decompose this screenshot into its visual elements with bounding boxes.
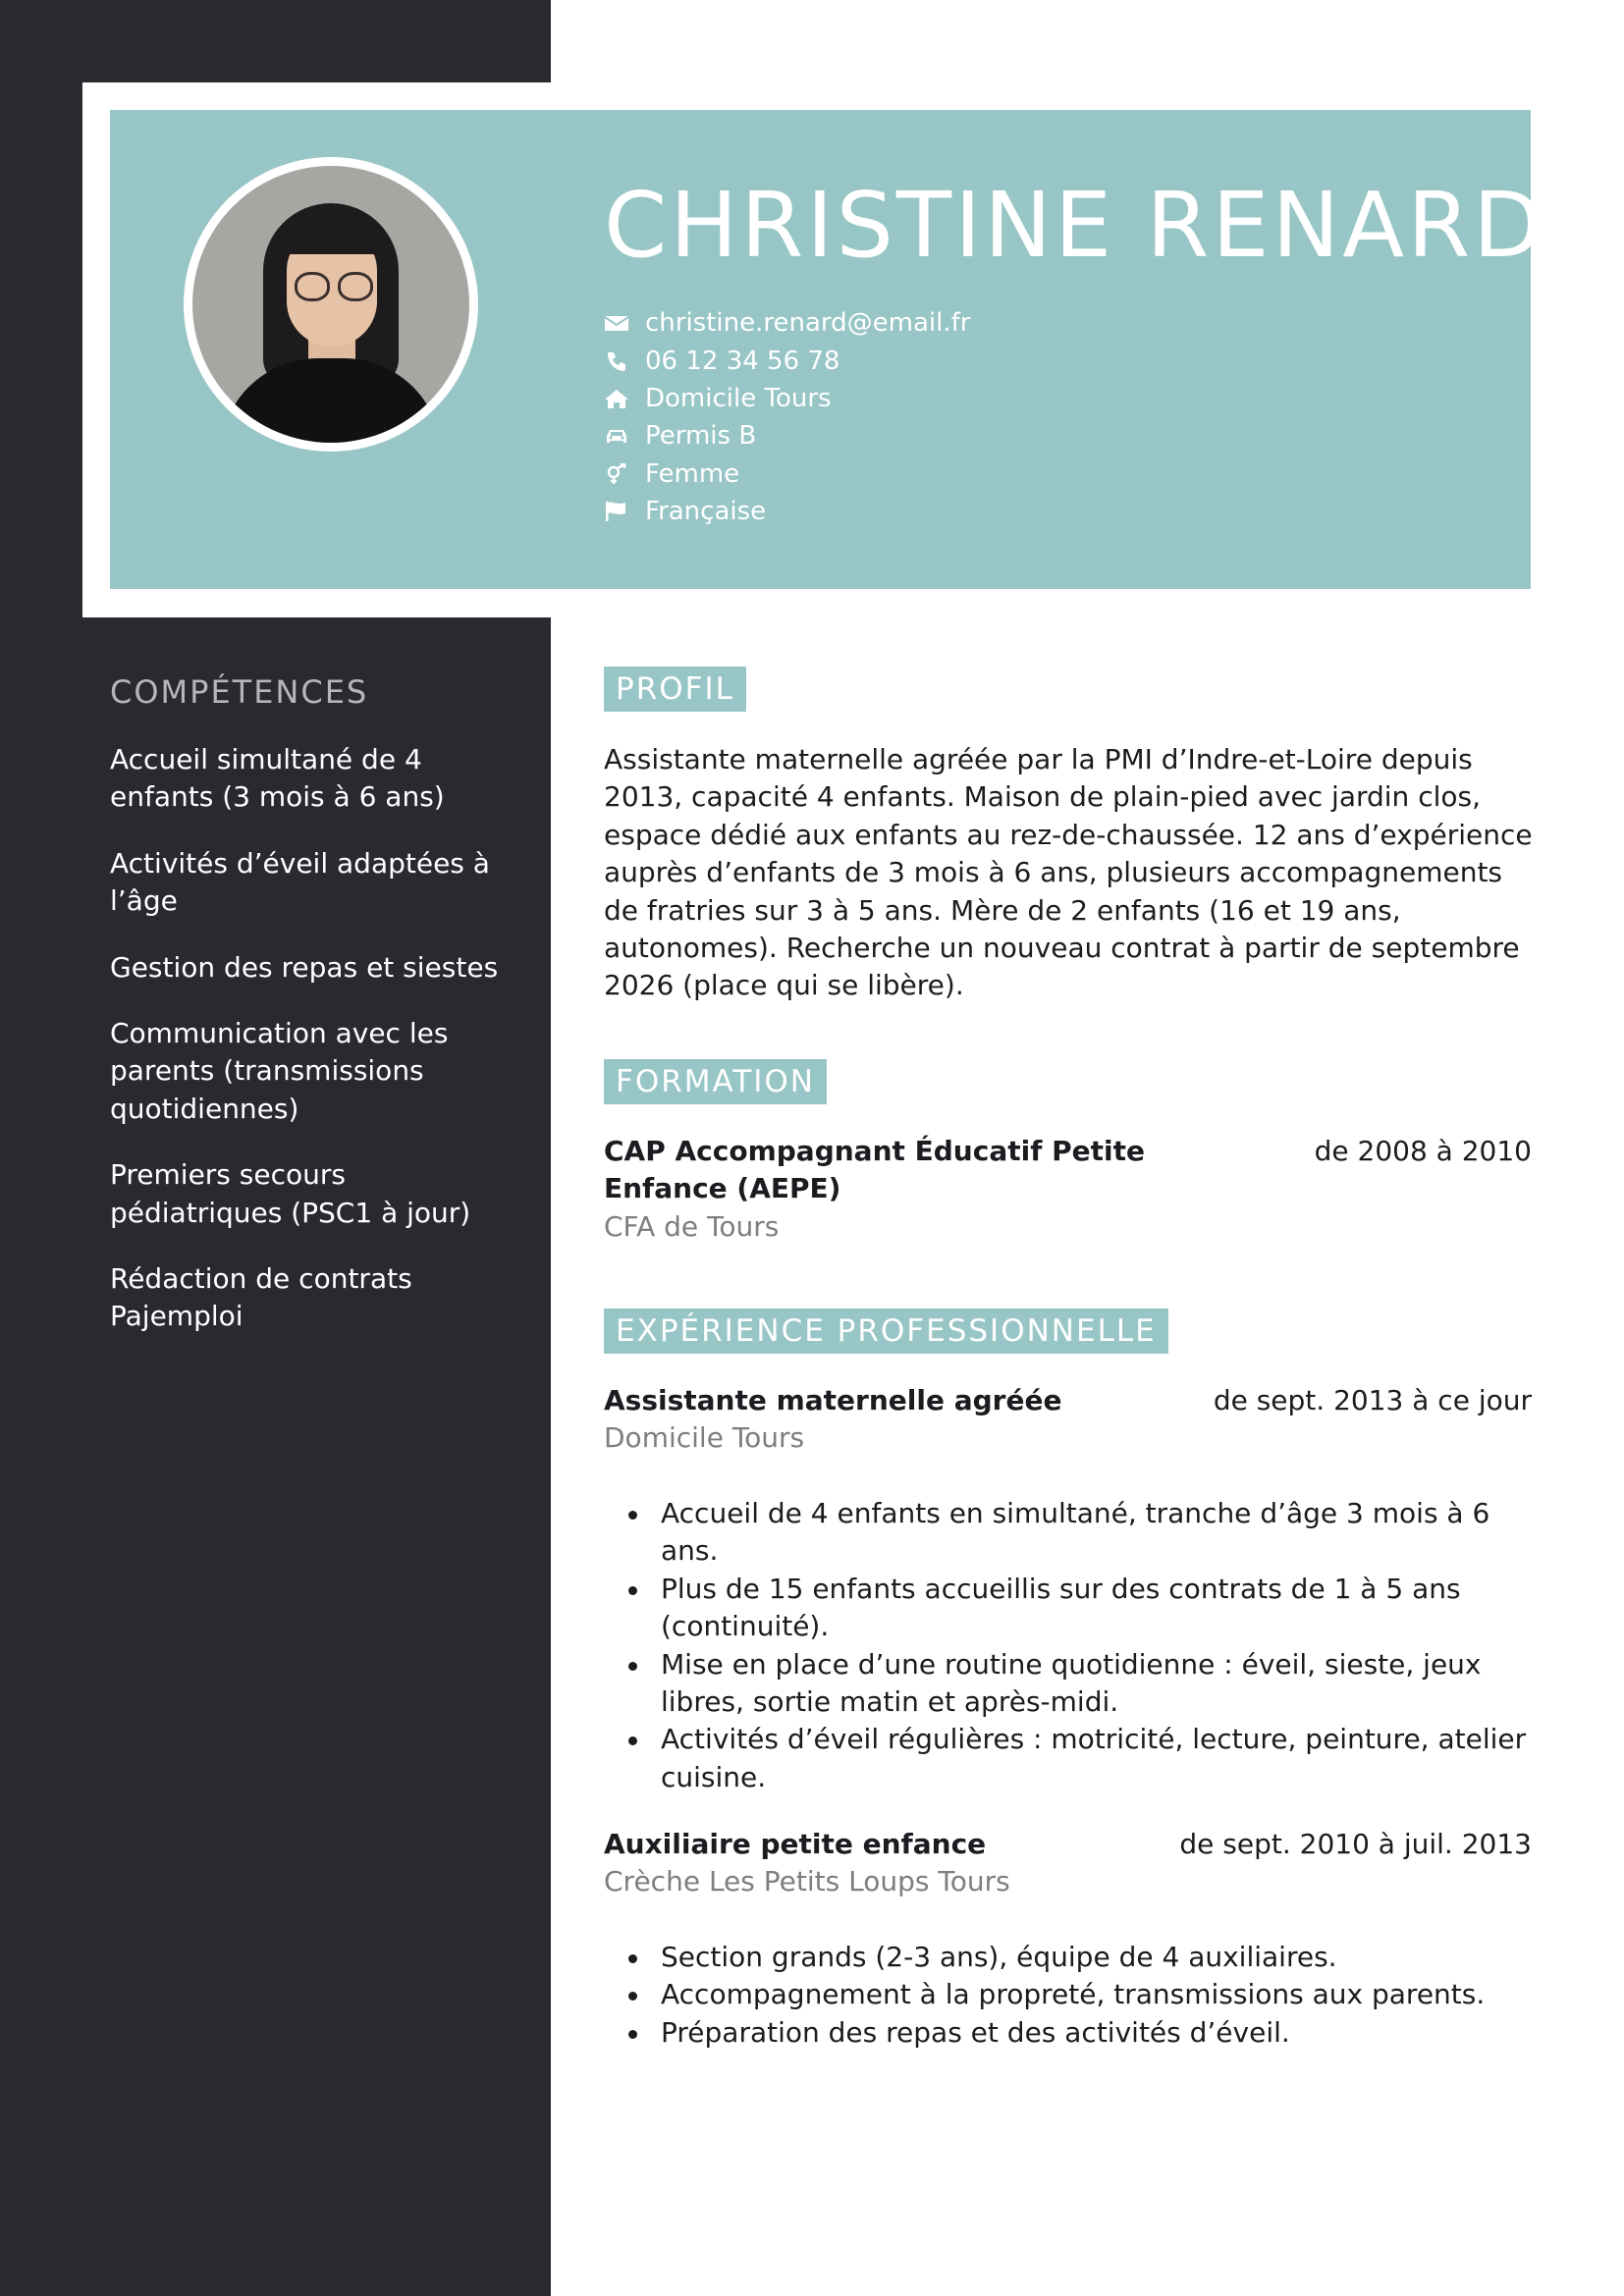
skill-item: Gestion des repas et siestes	[110, 950, 499, 984]
experience-place: Crèche Les Petits Loups Tours	[604, 1865, 1010, 1897]
profile-photo-frame	[184, 157, 478, 452]
contact-gender: Femme	[645, 458, 740, 489]
experience-title: Assistante maternelle agréée	[604, 1384, 1062, 1416]
profile-photo	[192, 166, 469, 443]
experience-date: de sept. 2010 à juil. 2013	[1179, 1828, 1532, 1860]
contact-license: Permis B	[645, 421, 757, 452]
experience-place: Domicile Tours	[604, 1421, 805, 1454]
bullet-item: Préparation des repas et des activités d’éveil.	[604, 2014, 1537, 2052]
experience-bullets	[604, 1495, 1537, 1796]
profile-text: Assistante maternelle agréée par la PMI d’Indre-et-Loire depuis 2013, capacité 4 enfants. Maison de plain-pied avec jardin clos, espace dédié aux enfants au rez-de-chaussée. 12 ans d’expérience auprès d’enfants de 3 mois à 6 ans, plusieurs accompagnements de fratries sur 3 à 5 ans. Mère de 2 enfants (16 et 19 ans, autonomes). Recherche un nouveau contrat à partir de septembre 2026 (place qui se libère).	[604, 743, 1533, 1002]
bullet-item: Mise en place d’une routine quotidienne : éveil, sieste, jeux libres, sortie matin et après-midi.	[604, 1646, 1537, 1722]
experience-bullets	[604, 1939, 1537, 2052]
formation-date: de 2008 à 2010	[1314, 1135, 1532, 1167]
bullet-item: Accompagnement à la propreté, transmissions aux parents.	[604, 1976, 1537, 2013]
formation-heading: FORMATION	[604, 1059, 827, 1104]
contact-address: Domicile Tours	[645, 383, 832, 413]
bullet-item: Section grands (2-3 ans), équipe de 4 auxiliaires.	[604, 1939, 1537, 1976]
contact-item-nationality	[604, 493, 970, 530]
contact-item-license	[604, 417, 970, 454]
contact-item-address	[604, 380, 970, 417]
candidate-name: CHRISTINE RENARD	[604, 173, 1545, 278]
experience-title: Auxiliaire petite enfance	[604, 1828, 987, 1860]
contact-item-phone	[604, 342, 970, 379]
phone-icon	[604, 349, 633, 373]
flag-icon	[604, 500, 633, 523]
contact-item-email	[604, 304, 970, 342]
bullet-item: Accueil de 4 enfants en simultané, tranche d’âge 3 mois à 6 ans.	[604, 1495, 1537, 1571]
skill-item: Accueil simultané de 4 enfants (3 mois à 6 ans)	[110, 743, 445, 814]
experience-heading: EXPÉRIENCE PROFESSIONNELLE	[604, 1308, 1168, 1354]
contact-phone: 06 12 34 56 78	[645, 346, 840, 376]
formation-title: CAP Accompagnant Éducatif Petite Enfance (AEPE)	[604, 1135, 1146, 1205]
profile-heading: PROFIL	[604, 667, 746, 712]
bullet-item: Activités d’éveil régulières : motricité, lecture, peinture, atelier cuisine.	[604, 1721, 1537, 1796]
envelope-icon	[604, 311, 633, 335]
formation-place: CFA de Tours	[604, 1210, 780, 1243]
car-icon	[604, 424, 633, 448]
skill-item: Activités d’éveil adaptées à l’âge	[110, 846, 490, 918]
skills-list	[110, 741, 522, 1364]
home-icon	[604, 387, 633, 410]
skills-heading: COMPÉTENCES	[110, 673, 369, 711]
skill-item: Communication avec les parents (transmissions quotidiennes)	[110, 1017, 449, 1125]
contact-email: christine.renard@email.fr	[645, 308, 971, 339]
gender-icon	[604, 462, 633, 486]
contact-list	[604, 304, 970, 530]
experience-date: de sept. 2013 à ce jour	[1213, 1384, 1532, 1416]
skill-item: Premiers secours pédiatriques (PSC1 à jour)	[110, 1158, 471, 1229]
bullet-item: Plus de 15 enfants accueillis sur des contrats de 1 à 5 ans (continuité).	[604, 1571, 1537, 1646]
contact-item-gender	[604, 455, 970, 493]
skill-item: Rédaction de contrats Pajemploi	[110, 1262, 412, 1333]
contact-nationality: Française	[645, 497, 767, 527]
